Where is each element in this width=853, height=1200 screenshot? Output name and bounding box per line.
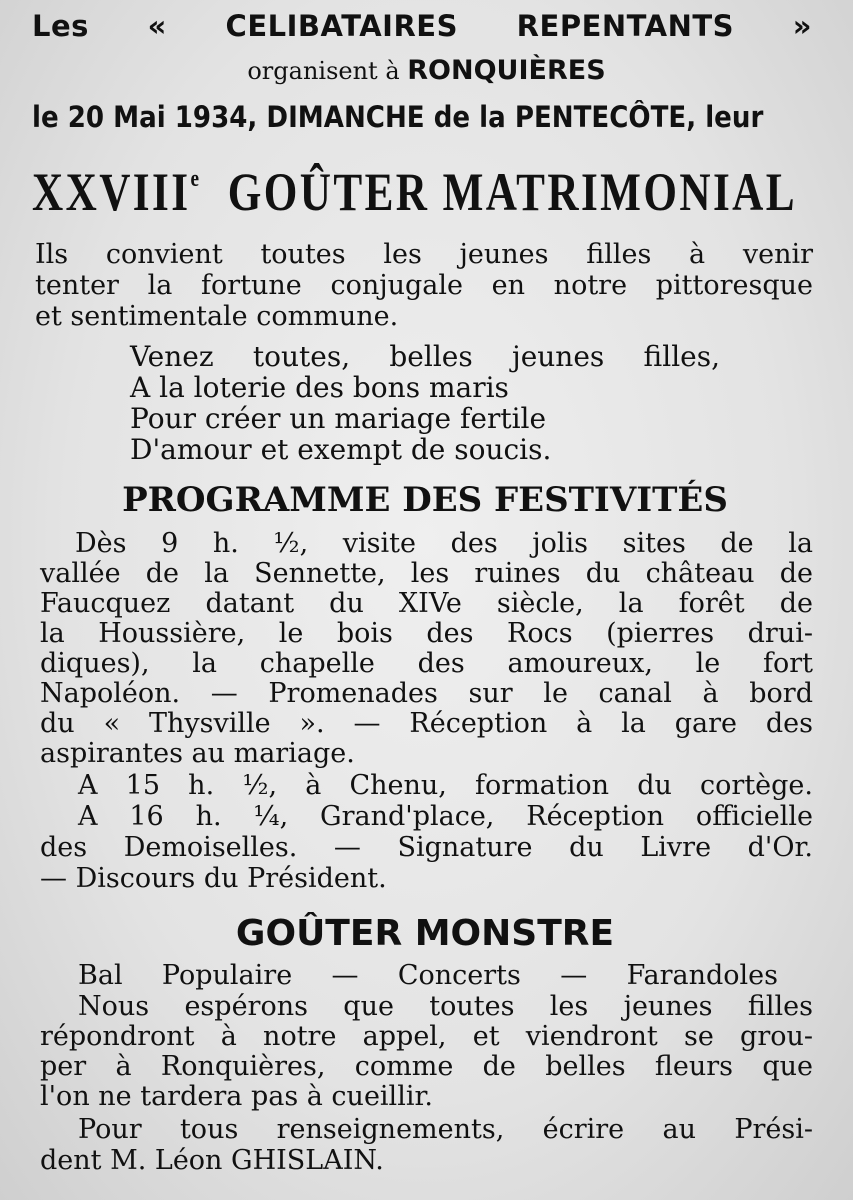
program-line: — Discours du Président. xyxy=(40,863,387,894)
header-organizers: Les « CELIBATAIRES REPENTANTS » xyxy=(32,9,812,43)
verse-line: Venez toutes, belles jeunes filles, xyxy=(130,340,720,373)
program-line: Dès 9 h. ½, visite des jolis sites de la xyxy=(75,528,813,559)
program-line: du « Thysville ». — Réception à la gare des xyxy=(40,708,813,739)
gouter-subline: Bal Populaire — Concerts — Farandoles xyxy=(78,960,778,991)
verse-line: A la loterie des bons maris xyxy=(130,371,509,404)
program-line: Faucquez datant du XIVe siècle, la forêt de xyxy=(40,588,813,619)
header-date: le 20 Mai 1934, DIMANCHE de la PENTECÔTE, leur xyxy=(32,100,764,134)
event-title xyxy=(32,162,797,222)
program-line: Napoléon. — Promenades sur le canal à bord xyxy=(40,678,813,709)
intro-line: tenter la fortune conjugale en notre pittoresque xyxy=(35,270,813,301)
verse-line: D'amour et exempt de soucis. xyxy=(130,433,552,466)
program-line: aspirantes au mariage. xyxy=(40,738,355,769)
title-suffix: e xyxy=(190,166,202,192)
header-location-place: RONQUIÈRES xyxy=(407,55,606,86)
gouter-line: dent M. Léon GHISLAIN. xyxy=(40,1145,384,1176)
header-location xyxy=(0,57,853,84)
program-line: A 15 h. ½, à Chenu, formation du cortège. xyxy=(78,770,813,801)
gouter-line: per à Ronquières, comme de belles fleurs que xyxy=(40,1051,813,1082)
program-line: des Demoiselles. — Signature du Livre d'Or. xyxy=(40,832,813,863)
program-line: A 16 h. ¼, Grand'place, Réception officielle xyxy=(78,801,813,832)
intro-line: Ils convient toutes les jeunes filles à venir xyxy=(35,239,813,270)
gouter-line: l'on ne tardera pas à cueillir. xyxy=(40,1081,433,1112)
title-text: GOÛTER MATRIMONIAL xyxy=(227,162,797,222)
program-line: diques), la chapelle des amoureux, le fort xyxy=(40,648,813,679)
gouter-line: Pour tous renseignements, écrire au Prési- xyxy=(78,1114,813,1145)
gouter-line: répondront à notre appel, et viendront se grou- xyxy=(40,1021,813,1052)
intro-line: et sentimentale commune. xyxy=(35,301,399,332)
title-numeral: XXVIII xyxy=(32,162,191,222)
program-heading: PROGRAMME DES FESTIVITÉS xyxy=(122,480,728,520)
verse-line: Pour créer un mariage fertile xyxy=(130,402,547,435)
program-line: la Houssière, le bois des Rocs (pierres drui- xyxy=(40,618,813,649)
gouter-line: Nous espérons que toutes les jeunes filles xyxy=(78,991,813,1022)
gouter-heading: GOÛTER MONSTRE xyxy=(235,913,615,954)
program-line: vallée de la Sennette, les ruines du château de xyxy=(40,558,813,589)
header-location-prefix: organisent à xyxy=(247,57,408,85)
